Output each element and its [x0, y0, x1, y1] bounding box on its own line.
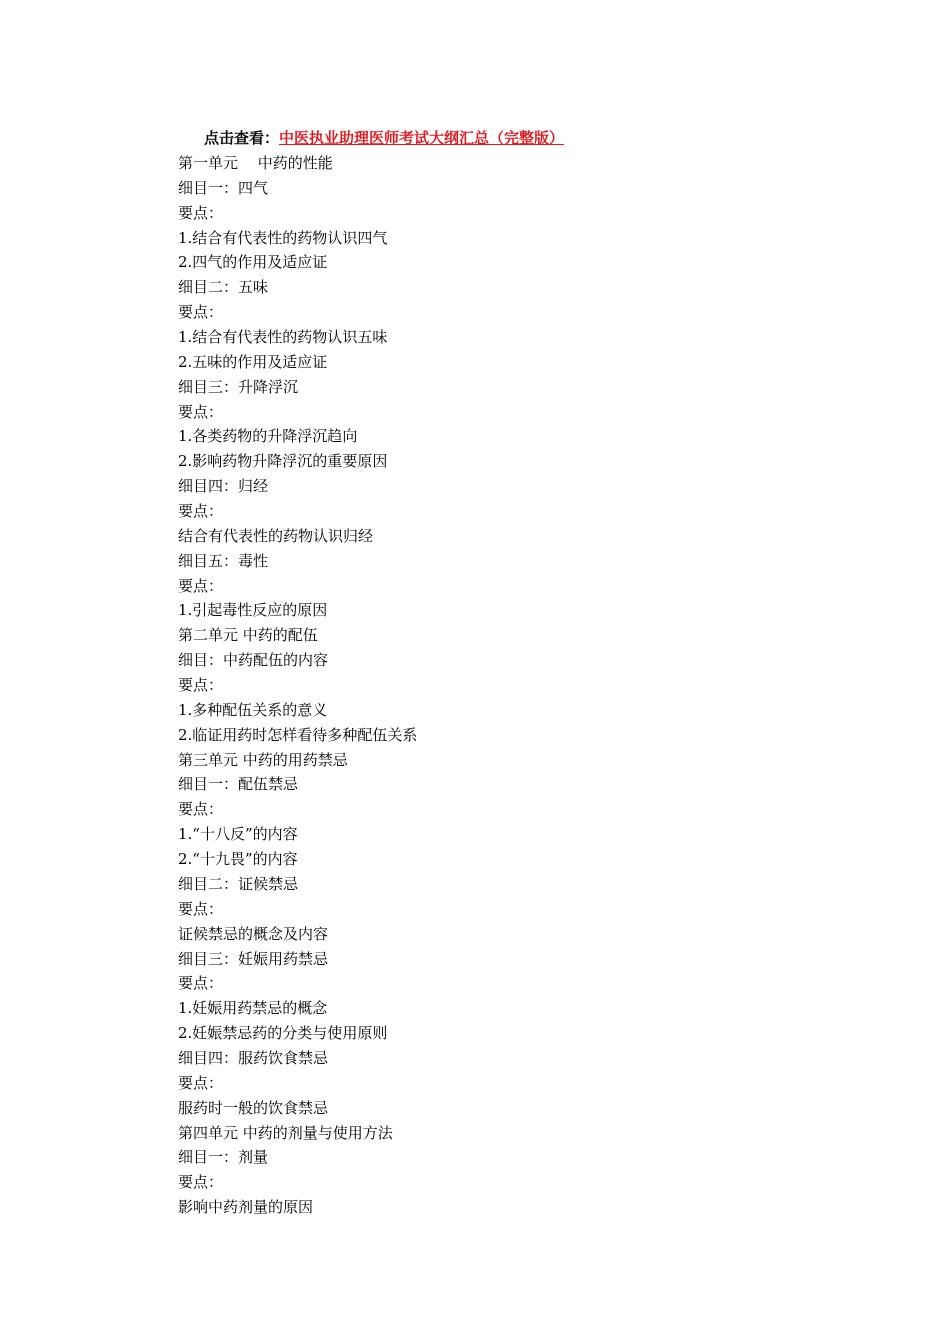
key-points-label: 要点：	[178, 502, 224, 521]
key-points-label: 要点：	[178, 800, 224, 819]
document-body	[178, 151, 878, 1220]
unit-heading: 第四单元 中药的剂量与使用方法	[178, 1123, 393, 1142]
click-to-view-label: 点击查看：	[204, 129, 280, 147]
unit-heading: 第三单元 中药的用药禁忌	[178, 750, 348, 769]
section-heading: 细目四：服药饮食禁忌	[178, 1048, 329, 1067]
key-points-label: 要点：	[178, 576, 224, 595]
key-point: 结合有代表性的药物认识归经	[178, 526, 374, 545]
section-heading: 细目一：剂量	[178, 1148, 269, 1167]
section-heading: 细目三：妊娠用药禁忌	[178, 949, 329, 968]
section-heading: 细目：中药配伍的内容	[178, 651, 329, 670]
section-heading: 细目二：五味	[178, 278, 269, 297]
key-point: 1.引起毒性反应的原因	[178, 601, 328, 620]
section-heading: 细目四：归经	[178, 477, 269, 496]
section-heading: 细目一：四气	[178, 178, 269, 197]
key-points-label: 要点：	[178, 676, 224, 695]
key-point: 2.五味的作用及适应证	[178, 352, 328, 371]
key-points-label: 要点：	[178, 1073, 224, 1092]
key-point: 服药时一般的饮食禁忌	[178, 1098, 329, 1117]
section-heading: 细目二：证候禁忌	[178, 874, 299, 893]
unit-heading: 第二单元 中药的配伍	[178, 626, 318, 645]
section-heading: 细目五：毒性	[178, 551, 269, 570]
key-point: 证候禁忌的概念及内容	[178, 924, 329, 943]
outline-summary-link[interactable]: 中医执业助理医师考试大纲汇总（完整版）	[279, 129, 565, 147]
key-points-label: 要点：	[178, 899, 224, 918]
key-point: 影响中药剂量的原因	[178, 1198, 314, 1217]
outline-link-line	[204, 126, 564, 150]
key-points-label: 要点：	[178, 974, 224, 993]
key-point: 2.影响药物升降浮沉的重要原因	[178, 452, 388, 471]
unit-heading: 第一单元 中药的性能	[178, 154, 333, 172]
key-points-label: 要点：	[178, 203, 224, 222]
section-heading: 细目三：升降浮沉	[178, 377, 299, 396]
key-points-label: 要点：	[178, 303, 224, 322]
key-point: 2.四气的作用及适应证	[178, 253, 328, 272]
key-point: 2.妊娠禁忌药的分类与使用原则	[178, 1024, 388, 1043]
section-heading: 细目一：配伍禁忌	[178, 775, 299, 794]
key-point: 1.结合有代表性的药物认识五味	[178, 328, 388, 347]
key-point: 1.各类药物的升降浮沉趋向	[178, 427, 358, 446]
key-point: 2.“十九畏”的内容	[178, 850, 298, 869]
key-points-label: 要点：	[178, 1173, 224, 1192]
key-point: 1.妊娠用药禁忌的概念	[178, 999, 328, 1018]
key-point: 1.结合有代表性的药物认识四气	[178, 228, 388, 247]
key-point: 1.多种配伍关系的意义	[178, 700, 328, 719]
key-point: 2.临证用药时怎样看待多种配伍关系	[178, 725, 418, 744]
key-point: 1.“十八反”的内容	[178, 825, 298, 844]
key-points-label: 要点：	[178, 402, 224, 421]
